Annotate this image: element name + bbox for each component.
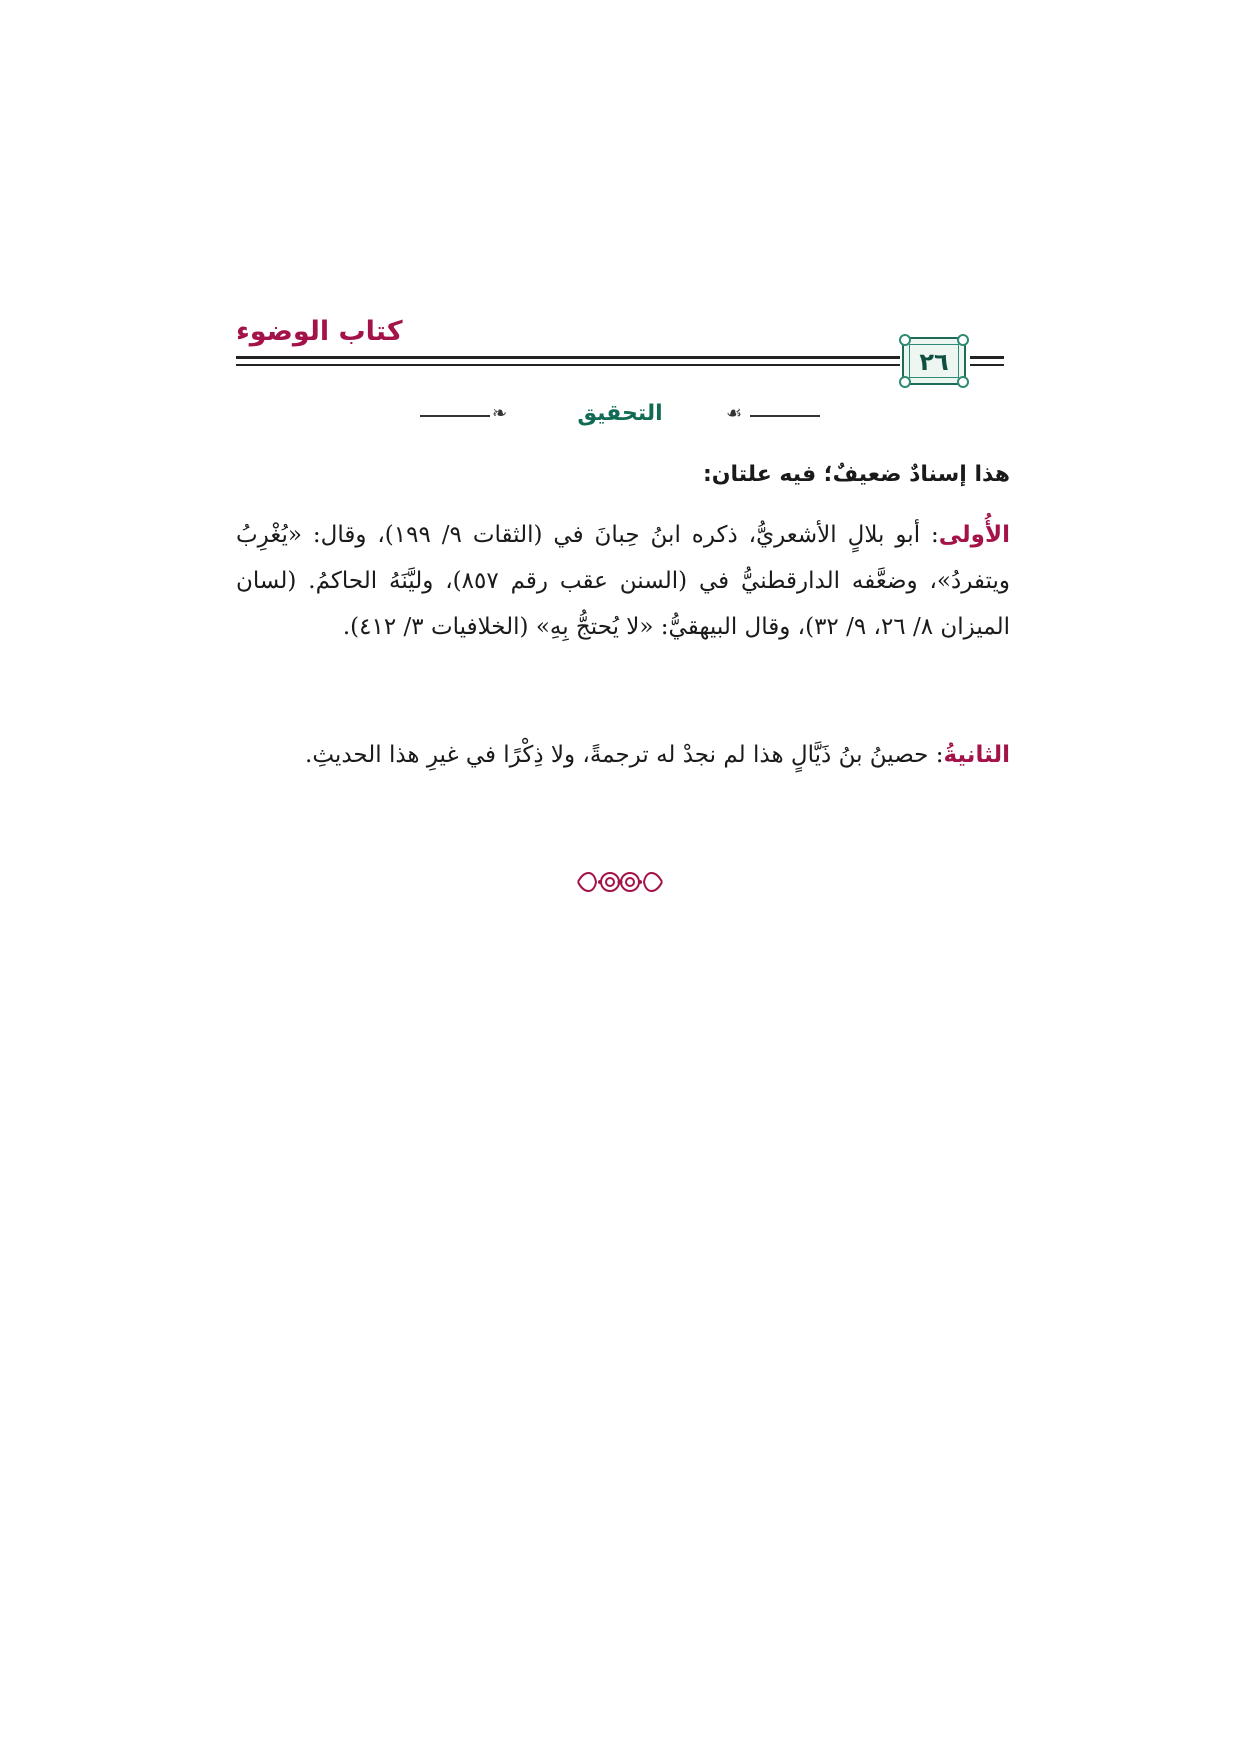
second-reason-lead: الثانيةُ [943, 742, 1010, 768]
section-heading-label: التحقيق [577, 401, 663, 426]
floral-divider-icon: ❧ [492, 403, 508, 424]
second-reason-paragraph [236, 732, 1010, 778]
divider-line-right [750, 415, 820, 417]
section-heading [420, 398, 820, 432]
divider-line-left [420, 415, 490, 417]
page-number-frame-icon [902, 337, 966, 385]
header-rule-bottom [236, 364, 900, 366]
book-title: كتاب الوضوء [236, 316, 403, 347]
first-reason-lead: الأُولى [938, 522, 1010, 548]
page-number: ٢٦ [919, 348, 949, 376]
floral-divider-icon: ☙ [726, 403, 743, 424]
second-reason-text: : حصينُ بنُ ذَيَّالٍ هذا لم نجدْ له ترجمةً، ولا ذِكْرًا في غيرِ هذا الحديثِ. [305, 742, 944, 768]
intro-sentence: هذا إسنادٌ ضعيفٌ؛ فيه علتان: [702, 462, 1010, 487]
header-rule-right-top [970, 356, 1004, 359]
floral-end-ornament-icon [570, 862, 670, 902]
first-reason-text: : أبو بلالٍ الأشعريُّ، ذكره ابنُ حِبانَ في (الثقات ٩/ ١٩٩)، وقال: «يُغْرِبُ ويتفردُ»، وضعَّفه الدارقطنيُّ في (السنن عقب رقم ٨٥٧)، وليَّنَهُ الحاكمُ. (لسان الميزان ٨/ ٢٦، ٩/ ٣٢)، وقال البيهقيُّ: «لا يُحتجُّ بِهِ» (الخلافيات ٣/ ٤١٢). [236, 522, 1010, 640]
first-reason-paragraph [236, 512, 1010, 650]
header-rule-top [236, 356, 900, 359]
header-rule-right-bottom [970, 364, 1004, 366]
